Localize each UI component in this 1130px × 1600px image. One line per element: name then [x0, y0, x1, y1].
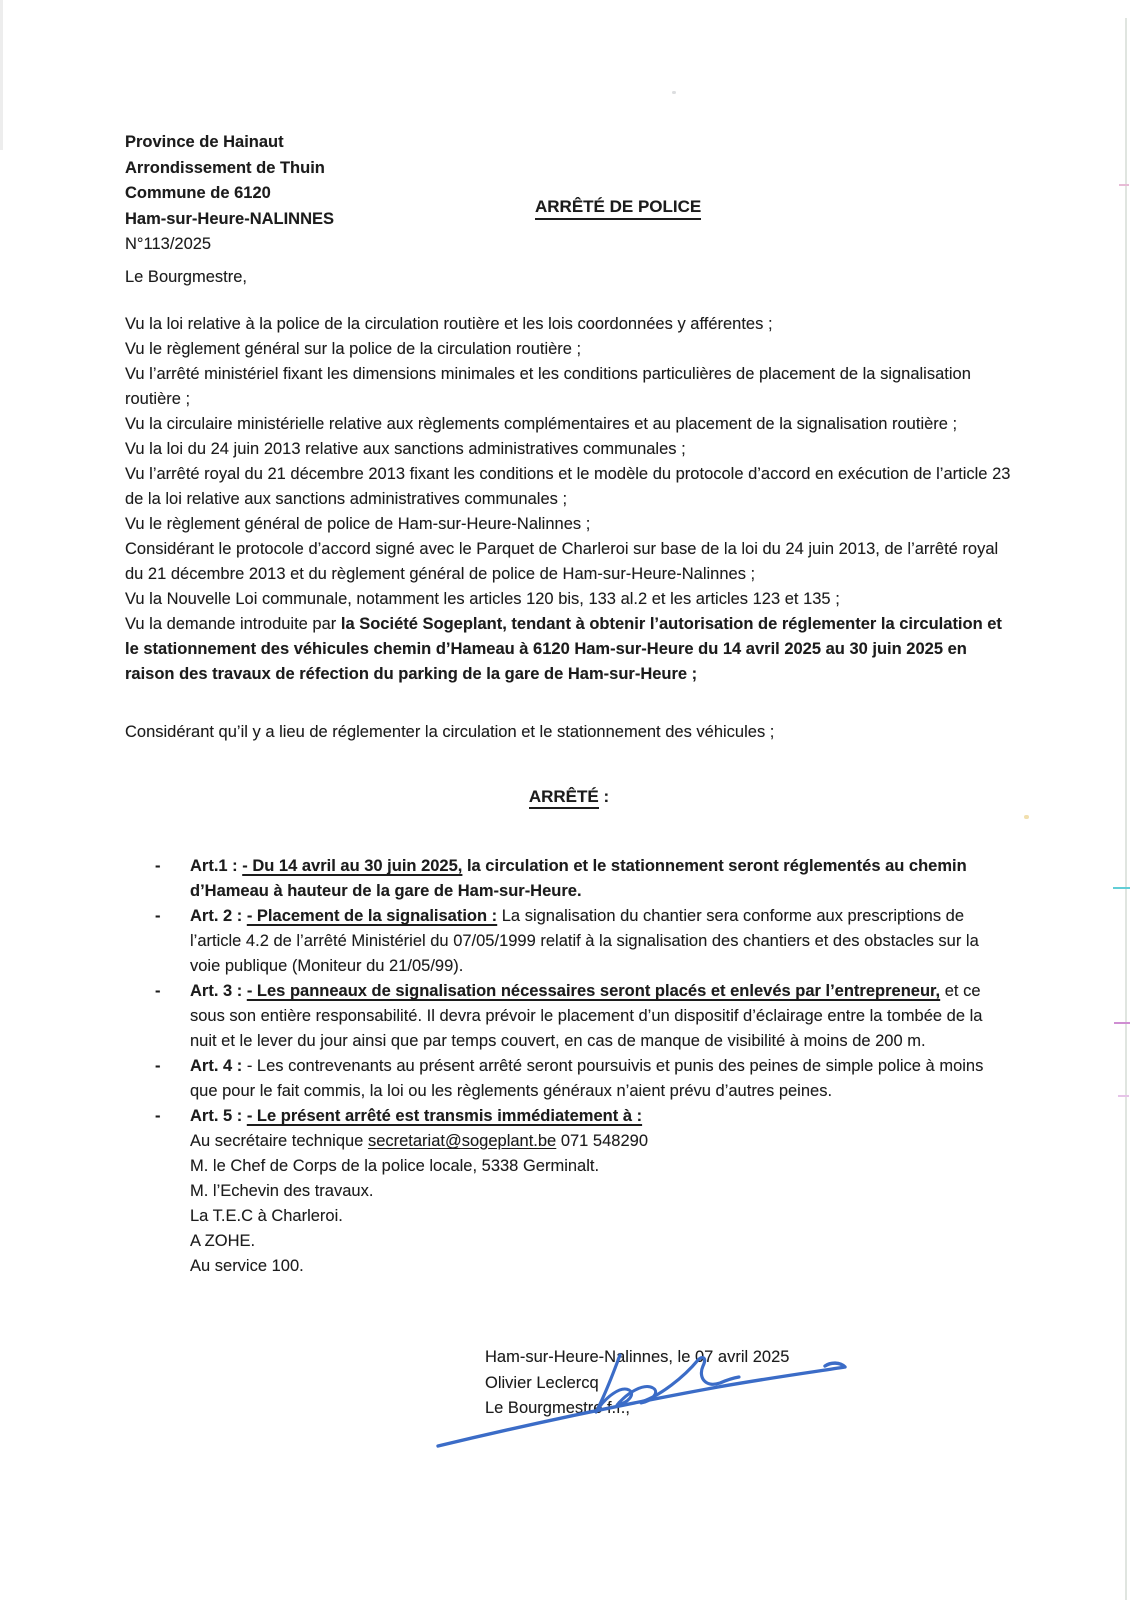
scan-speck-yellow [1024, 815, 1029, 819]
recital-paragraph [125, 337, 1013, 362]
recipient-segment: secretariat@sogeplant.be [367, 1132, 557, 1150]
letterhead-line: Ham-sur-Heure-NALINNES [125, 209, 335, 228]
recital-segment: Vu le règlement général de police de Ham-sur-Heure-Nalinnes ; [125, 515, 591, 533]
article-label: Art. 2 : [190, 907, 247, 925]
article-item [125, 904, 1013, 979]
scan-tick-cyan [1113, 887, 1130, 889]
letterhead-line: N°113/2025 [125, 235, 212, 253]
letterhead-line: Commune de 6120 [125, 184, 271, 202]
recital-segment: Vu l’arrêté royal du 21 décembre 2013 fixant les conditions et le modèle du protocole d’accord en exécution de l’article 23 de la loi relative aux sanctions administratives communales ; [125, 465, 1011, 508]
article-text [190, 904, 1013, 979]
recital-paragraph [125, 537, 1013, 587]
recital-paragraph [125, 512, 1013, 537]
document-body [125, 312, 1013, 1422]
article-item [125, 979, 1013, 1054]
recital-paragraph [125, 312, 1013, 337]
recital-segment: Vu le règlement général sur la police de la circulation routière ; [125, 340, 582, 358]
article-segment: - Placement de la signalisation : [246, 907, 498, 925]
decree-heading-colon: : [598, 787, 610, 806]
article-bullet-dash: - [155, 982, 161, 1000]
scan-edge-strip [0, 0, 3, 150]
recital-paragraph [125, 362, 1013, 412]
letterhead [125, 130, 334, 258]
recital-segment: Vu la loi relative à la police de la circulation routière et les lois coordonnées y afférentes ; [125, 315, 773, 333]
letterhead-line: Arrondissement de Thuin [125, 158, 325, 177]
recital-segment: Considérant le protocole d’accord signé avec le Parquet de Charleroi sur base de la loi du 24 juin 2013, de l’arrêté royal du 21 décembre 2013 et du règlement général de police de Ham-sur-Heure-Nalinnes ; [125, 540, 999, 583]
recipient-line [190, 1154, 1013, 1179]
article-segment: La signalisation du chantier sera conforme aux prescriptions de l’article 4.2 de l’arrêté Ministériel du 07/05/1999 relatif à la signalisation des chantiers et des obstacles sur la voie publique (Moniteur du 21/05/99). [190, 907, 979, 975]
recipient-segment: A ZOHE. [190, 1232, 256, 1250]
recital-segment: Vu la circulaire ministérielle relative aux règlements complémentaires et au placement de la signalisation routière ; [125, 415, 958, 433]
articles-list [125, 854, 1013, 1129]
recipient-line [190, 1179, 1013, 1204]
letterhead-line: Province de Hainaut [125, 133, 284, 151]
recital-segment: Vu la Nouvelle Loi communale, notamment les articles 120 bis, 133 al.2 et les articles 123 et 135 ; [125, 590, 840, 608]
considerant-paragraph: Considérant qu’il y a lieu de réglementer la circulation et le stationnement des véhicules ; [125, 723, 775, 741]
article-segment: - Les panneaux de signalisation nécessaires seront placés et enlevés par l’entrepreneur, [246, 982, 941, 1000]
recipient-segment: Au secrétaire technique [190, 1132, 368, 1150]
closing-signatory-name: Olivier Leclercq [485, 1373, 599, 1392]
article-label: Art. 5 : [190, 1107, 247, 1125]
recipient-line [190, 1129, 1013, 1154]
scan-tick-pink [1119, 184, 1129, 186]
recital-segment: Vu l’arrêté ministériel fixant les dimensions minimales et les conditions particulières de placement de la signalisation routière ; [125, 365, 971, 408]
recipient-segment: M. le Chef de Corps de la police locale, 5338 Germinalt. [190, 1157, 600, 1175]
recital-segment: Vu la demande introduite par [125, 615, 341, 633]
article-item [125, 854, 1013, 904]
recital-paragraph [125, 462, 1013, 512]
scan-speck [672, 91, 676, 94]
recital-paragraph [125, 612, 1013, 687]
closing-place-date: Ham-sur-Heure-Nalinnes, le 07 avril 2025 [485, 1348, 790, 1366]
recital-paragraph [125, 587, 1013, 612]
article-segment: - Le présent arrêté est transmis immédiatement à : [246, 1107, 643, 1125]
article-item [125, 1054, 1013, 1104]
recipient-segment: Au service 100. [190, 1257, 304, 1275]
recipient-segment: M. l’Echevin des travaux. [190, 1182, 374, 1200]
recipient-line [190, 1204, 1013, 1229]
article-text [190, 854, 1013, 904]
article-text [190, 1054, 1013, 1104]
recipient-segment: 071 548290 [556, 1132, 648, 1150]
scan-tick-magenta-faint [1118, 1095, 1129, 1097]
article-bullet-dash: - [155, 907, 161, 925]
recital-segment: la Société Sogeplant, tendant à obtenir l’autorisation de réglementer la circulation et le stationnement des véhicules chemin d’Hameau à 6120 Ham-sur-Heure du 14 avril 2025 au 30 juin 2025 en raison des travaux de réfection du parking de la gare de Ham-sur-Heure ; [125, 615, 1002, 683]
closing-signatory-title: Le Bourgmestre f.f., [485, 1399, 630, 1417]
recital-segment: Vu la loi du 24 juin 2013 relative aux sanctions administratives communales ; [125, 440, 686, 458]
article-bullet-dash: - [155, 1057, 161, 1075]
article-text [190, 1104, 1013, 1129]
article-bullet-dash: - [155, 857, 161, 875]
salutation: Le Bourgmestre, [125, 268, 247, 286]
recipient-line [190, 1229, 1013, 1254]
recital-paragraph [125, 412, 1013, 437]
article-segment: - Du 14 avril au 30 juin 2025, [242, 857, 463, 875]
recipient-line [190, 1254, 1013, 1279]
decree-heading-text: ARRÊTÉ [529, 787, 599, 809]
recital-paragraph [125, 437, 1013, 462]
preamble-recitals [125, 312, 1013, 687]
recipients-list [125, 1129, 1013, 1279]
article-text [190, 979, 1013, 1054]
article-bullet-dash: - [155, 1107, 161, 1125]
recipient-segment: La T.E.C à Charleroi. [190, 1207, 343, 1225]
article-segment: la circulation et le stationnement seront réglementés au chemin d’Hameau à hauteur de la gare de Ham-sur-Heure. [190, 857, 967, 900]
article-segment: et ce sous son entière responsabilité. Il devra prévoir le placement d’un dispositif d’éclairage entre la tombée de la nuit et le lever du jour ainsi que par temps couvert, en cas de manque de visibilité à moins de 200 m. [190, 982, 983, 1050]
article-label: Art. 4 : [190, 1057, 247, 1075]
scan-tick-magenta [1114, 1022, 1130, 1024]
decree-heading [125, 784, 1013, 809]
article-label: Art. 3 : [190, 982, 247, 1000]
scan-edge-line [1125, 18, 1127, 1600]
article-item [125, 1104, 1013, 1129]
document-title: ARRÊTÉ DE POLICE [535, 197, 701, 220]
article-label: Art.1 : [190, 857, 243, 875]
article-segment: - Les contrevenants au présent arrêté seront poursuivis et punis des peines de simple police à moins que pour le fait commis, la loi ou les règlements généraux n’aient prévu d’autres peines. [190, 1057, 984, 1100]
closing-block [485, 1345, 1013, 1422]
